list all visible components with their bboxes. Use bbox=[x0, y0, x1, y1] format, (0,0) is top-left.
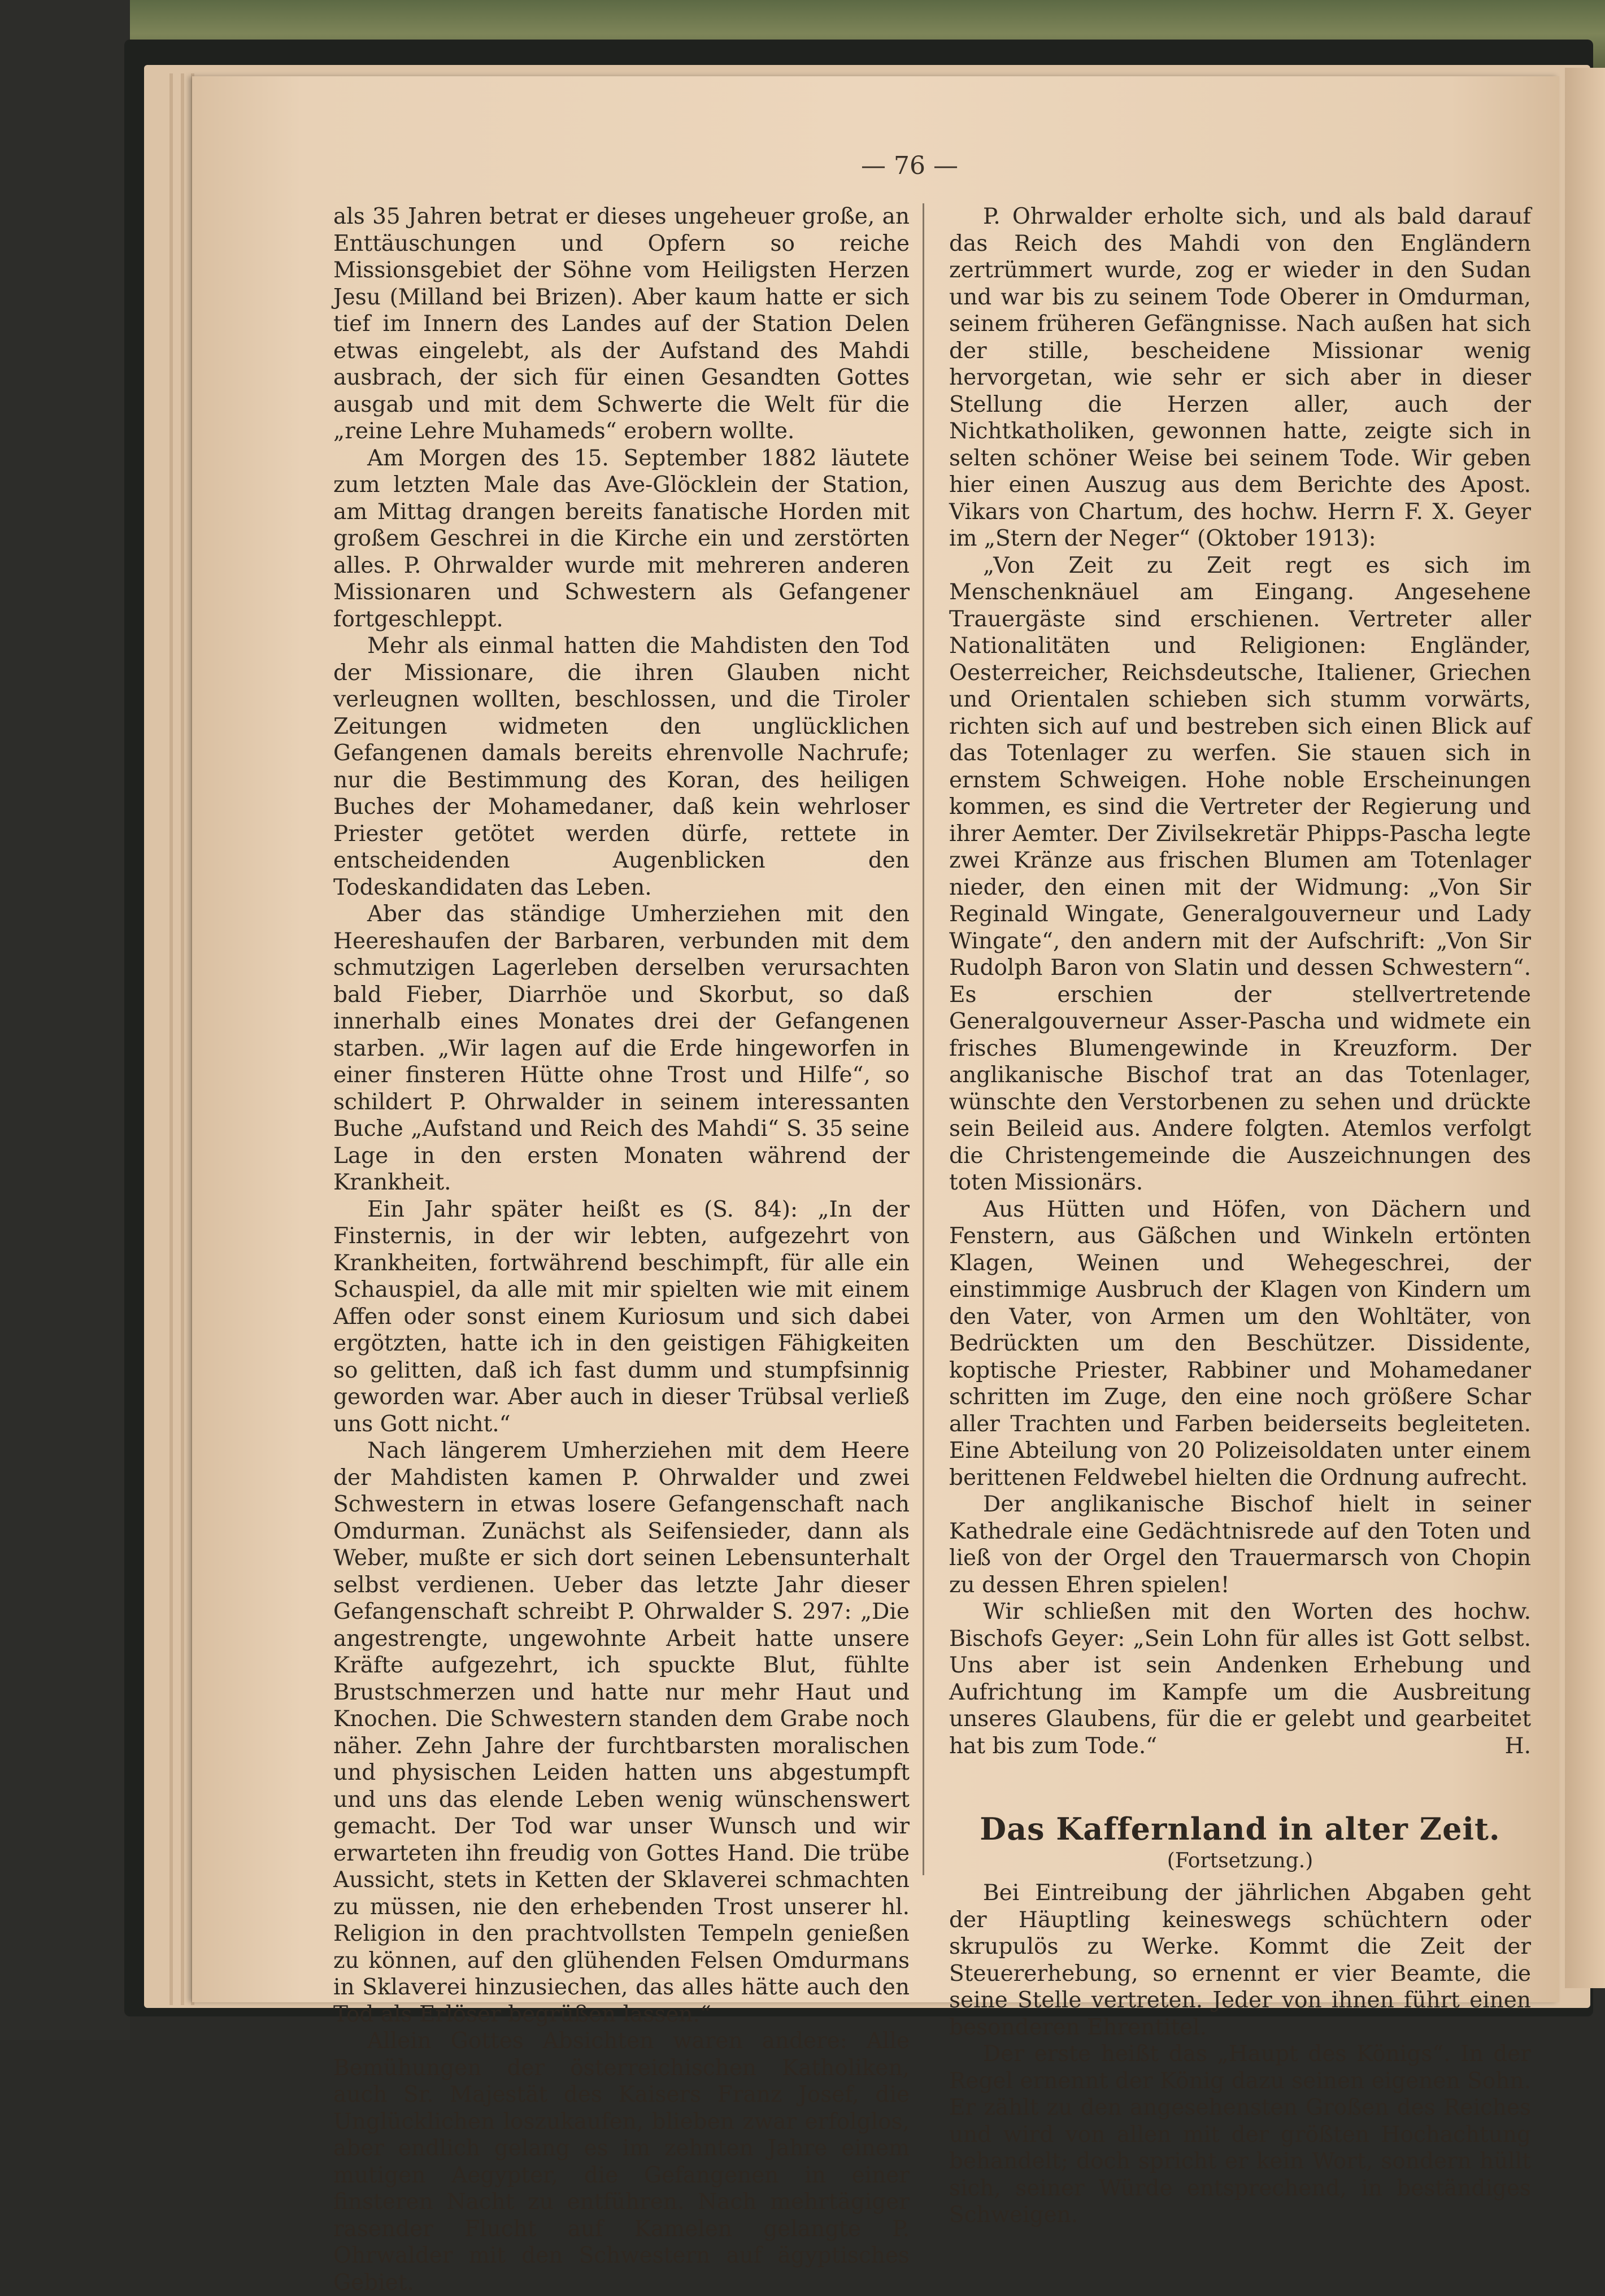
left-column bbox=[333, 203, 910, 2296]
paragraph: als 35 Jahren betrat er dieses ungeheuer große, an Enttäuschungen und Opfern so reiche Missionsgebiet der Söhne vom Heiligsten Herzen Jesu (Milland bei Brizen). Aber kaum hatte er sich tief im Innern des Landes auf der Station Delen etwas eingelebt, als der Aufstand des Mahdi ausbrach, der sich für einen Gesandten Gottes ausgab und mit dem Schwerte die Welt für die „reine Lehre Muhameds“ erobern wollte. bbox=[333, 204, 910, 444]
paragraph bbox=[949, 1598, 1531, 1759]
right-column bbox=[949, 203, 1531, 2229]
paragraph: Aber das ständige Umherziehen mit den Heereshaufen der Barbaren, verbunden mit dem schmutzigen Lagerleben derselben verursachten bald Fieber, Diarrhöe und Skorbut, so daß innerhalb eines Monates drei der Gefangenen starben. „Wir lagen auf die Erde hingeworfen in einer finsteren Hütte ohne Trost und Hilfe“, so schildert P. Ohrwalder in seinem interessanten Buche „Aufstand und Reich des Mahdi“ S. 35 seine Lage in den ersten Monaten während der Krankheit. bbox=[333, 901, 910, 1195]
paragraph: Am Morgen des 15. September 1882 läutete zum letzten Male das Ave-Glöcklein der Station, am Mittag drangen bereits fanatische Horden mit großem Geschrei in die Kirche ein und zerstörten alles. P. Ohrwalder wurde mit mehreren anderen Missionaren und Schwestern als Gefangener fortgeschleppt. bbox=[333, 445, 910, 632]
paragraph: „Von Zeit zu Zeit regt es sich im Menschenknäuel am Eingang. Angesehene Trauergäste sind erschienen. Vertreter aller Nationalitäten und Religionen: Engländer, Oesterreicher, Reichsdeutsche, Italiener, Griechen und Orientalen schieben sich stumm vorwärts, richten sich auf und bestreben sich einen Blick auf das Totenlager zu werfen. Sie stauen sich in ernstem Schweigen. Hohe noble Erscheinungen kommen, es sind die Vertreter der Regierung und ihrer Aemter. Der Zivilsekretär Phipps-Pascha legte zwei Kränze aus frischen Blumen am Totenlager nieder, den einen mit der Widmung: „Von Sir Reginald Wingate, Generalgouverneur und Lady Wingate“, den andern mit der Aufschrift: „Von Sir Rudolph Baron von Slatin und dessen Schwestern“. Es erschien der stellvertretende Generalgouverneur Asser-Pascha und widmete ein frisches Blumengewinde in Kreuzform. Der anglikanische Bischof trat an das Totenlager, wünschte den Verstorbenen zu sehen und drückte sein Beileid aus. Andere folgten. Atemlos verfolgt die Christengemeinde die Auszeichnungen des toten Missionärs. bbox=[949, 552, 1531, 1195]
page-edge-strip bbox=[181, 73, 184, 2005]
paragraph: Bei Eintreibung der jährlichen Abgaben geht der Häuptling keineswegs schüchtern oder skrupulös zu Werke. Kommt die Zeit der Steuererhebung, so ernennt er vier Beamte, die seine Stelle vertreten. Jeder von ihnen führt einen besonderen Ehrentitel. bbox=[949, 1880, 1531, 2040]
facing-page-edge bbox=[1565, 68, 1605, 1988]
paragraph: Mehr als einmal hatten die Mahdisten den Tod der Missionare, die ihren Glauben nicht verleugnen wollten, beschlossen, und die Tiroler Zeitungen widmeten den unglücklichen Gefangenen damals bereits ehrenvolle Nachrufe; nur die Bestimmung des Koran, des heiligen Buches der Mohamedaner, daß kein wehrloser Priester getötet werden dürfe, rettete in entscheidenden Augenblicken den Todeskandidaten das Leben. bbox=[333, 633, 910, 900]
paragraph-text: Wir schließen mit den Worten des hochw. Bischofs Geyer: „Sein Lohn für alles ist Gott selbst. Uns aber ist sein Andenken Erhebung und Aufrichtung im Kampfe um die Ausbreitung unseres Glaubens, für die er gelebt und gearbeitet hat bis zum Tode.“ bbox=[949, 1599, 1531, 1759]
section-subtitle: (Fortsetzung.) bbox=[1167, 1849, 1313, 1872]
page-edge-strip bbox=[169, 73, 173, 2005]
background-left bbox=[0, 0, 130, 2040]
paragraph: Aus Hütten und Höfen, von Dächern und Fenstern, aus Gäßchen und Winkeln ertönten Klagen, Weinen und Wehegeschrei, der einstimmige Ausbruch der Klagen von Kindern um den Vater, von Armen um den Wohltäter, von Bedrückten um den Beschützer. Dissidente, koptische Priester, Rabbiner und Mohamedaner schritten im Zuge, den eine noch größere Schar aller Trachten und Farben beiderseits begleiteten. Eine Abteilung von 20 Polizeisoldaten unter einem berittenen Feldwebel hielten die Ordnung aufrecht. bbox=[949, 1196, 1531, 1491]
column-divider bbox=[923, 203, 924, 1875]
paragraph: P. Ohrwalder erholte sich, und als bald darauf das Reich des Mahdi von den Engländern zertrümmert wurde, zog er wieder in den Sudan und war bis zu seinem Tode Oberer in Omdurman, seinem früheren Gefängnisse. Nach außen hat sich der stille, bescheidene Missionar wenig hervorgetan, wie sehr er sich aber in dieser Stellung die Herzen aller, auch der Nichtkatholiken, gewonnen hatte, zeigte sich in selten schöner Weise bei seinem Tode. Wir geben hier einen Auszug aus dem Berichte des Apost. Vikars von Chartum, des hochw. Herrn F. X. Geyer im „Stern der Neger“ (Oktober 1913): bbox=[949, 204, 1531, 551]
paragraph: Allein Gottes Absichten waren andere: Alle Bemühungen der österreichischen Katholiken, auch Sr. Majestät des Kaisers Franz Josef, die Unglücklichen loszukaufen, blieben zwar erfolglos, aber endlich gelang es im zehnten Jahre einem mutigen Aegypter, die Gefangenen in einer finsteren Nacht zu entführen. Nach mehrtägiger rasender Flucht auf Kamelen gelangte P. Ohrwalder mit den Schwestern auf ägyptisches Gebiet. bbox=[333, 2028, 910, 2295]
section-title: Das Kaffernland in alter Zeit. bbox=[980, 1811, 1500, 1847]
paragraph: Nach längerem Umherziehen mit dem Heere der Mahdisten kamen P. Ohrwalder und zwei Schwestern in etwas losere Gefangenschaft nach Omdurman. Zunächst als Seifensieder, dann als Weber, mußte er sich dort seinen Lebensunterhalt selbst verdienen. Ueber das letzte Jahr dieser Gefangenschaft schreibt P. Ohrwalder S. 297: „Die angestrengte, ungewohnte Arbeit hatte unsere Kräfte aufgezehrt, ich spuckte Blut, fühlte Brustschmerzen und hatte nur mehr Haut und Knochen. Die Schwestern standen dem Grabe noch näher. Zehn Jahre der furchtbarsten moralischen und physischen Leiden hatten uns abgestumpft und uns das elende Leben wenig wünschenswert gemacht. Der Tod war unser Wunsch und wir erwarteten ihn freudig von Gottes Hand. Die trübe Aussicht, stets in Ketten der Sklaverei schmachten zu müssen, nie den erhebenden Trost unserer hl. Religion in den prachtvollsten Tempeln genießen zu können, auf den glühenden Felsen Omdurmans in Sklaverei hinzusiechen, das alles hätte auch den Tod als Erlöser begrüßen lassen.“ bbox=[333, 1438, 910, 2027]
paragraph: Der erste heißt das „Haupt des Königs“. In der Regel ernennt der König dazu seinen eigenen Sohn. Er zählt zu den angesehensten Großen des Reiches und wird von allen mit der größten Hochachtung behandelt; doch spricht er kein Wort, sondern hüllt sich, seiner Würde entsprechend, in beständiges Schweigen. bbox=[949, 2041, 1531, 2228]
paragraph: Ein Jahr später heißt es (S. 84): „In der Finsternis, in der wir lebten, aufgezehrt von Krankheiten, fortwährend beschimpft, für alle ein Schauspiel, da alle mit mir spielten wie mit einem Affen oder sonst einem Kuriosum und sich dabei ergötzten, hatte ich in den geistigen Fähigkeiten so gelitten, daß ich fast dumm und stumpfsinnig geworden war. Aber auch in dieser Trübsal verließ uns Gott nicht.“ bbox=[333, 1196, 910, 1437]
page-number: — 76 — bbox=[861, 151, 958, 180]
signature: H. bbox=[1504, 1733, 1531, 1759]
paragraph: Der anglikanische Bischof hielt in seiner Kathedrale eine Gedächtnisrede auf den Toten und ließ von der Orgel den Trauermarsch von Chopin zu dessen Ehren spielen! bbox=[949, 1492, 1531, 1598]
